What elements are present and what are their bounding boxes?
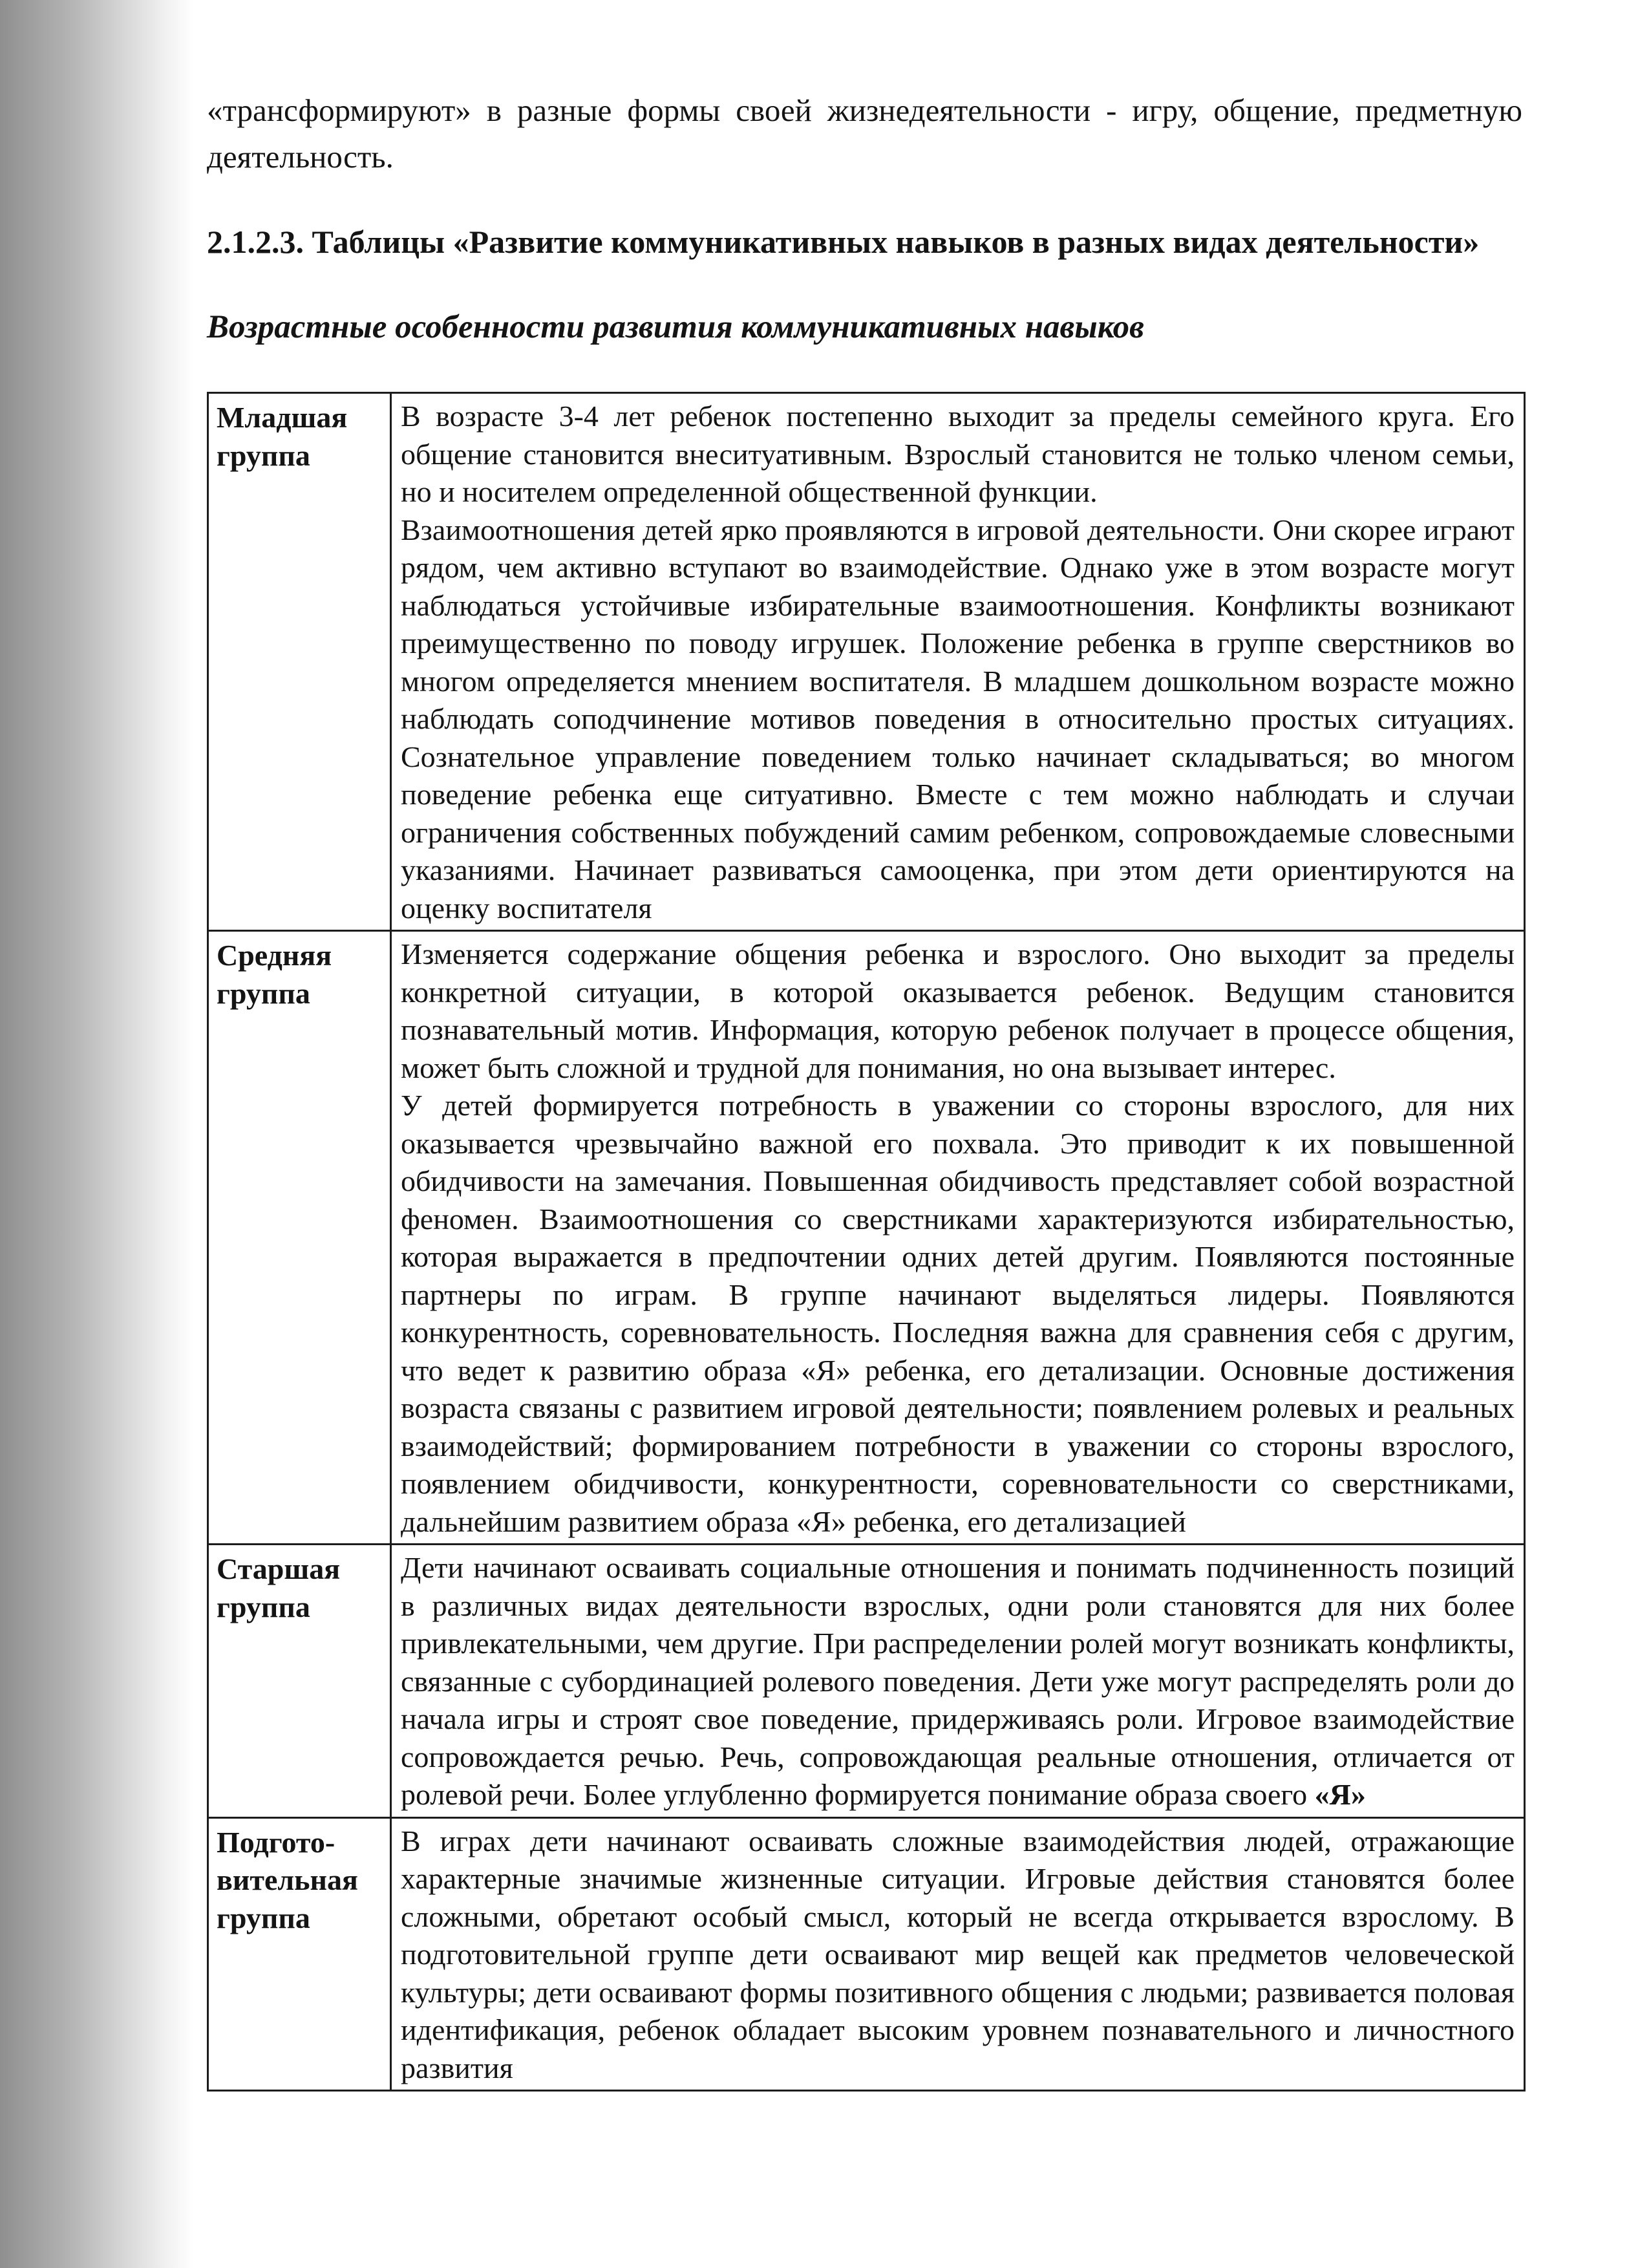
description-paragraph: Изменяется содержание общения ребенка и взрослого. Оно выходит за пределы конкретной ситуации, в которой оказывается ребенок. Ведущим становится познавательный мотив. Информация, которую ребенок получает в процессе общения, может быть сложной и трудной для понимания, но она вызывает интерес. xyxy=(401,937,1515,1084)
table-row xyxy=(208,1545,1525,1818)
age-features-table xyxy=(207,392,1526,2091)
description-text: Дети начинают осваивать социальные отношения и понимать подчиненность позиций в различных видах деятельности взрослых, одни роли становятся для них более привлекательными, чем другие. При распределении ролей могут возникать конфликты, связанные с субординацией ролевого поведения. Дети уже могут распределять роли до начала игры и строят свое поведение, придерживаясь роли. Игровое взаимодействие сопровождается речью. Речь, сопровождающая реальные отношения, отличается от ролевой речи. Более углубленно формируется понимание образа своего xyxy=(401,1551,1515,1811)
description-cell xyxy=(391,1817,1525,2091)
table-row xyxy=(208,1817,1525,2091)
description-paragraph: В возрасте 3-4 лет ребенок постепенно выходит за пределы семейного круга. Его общение становится внеситуативным. Взрослый становится не только членом семьи, но и носителем определенной общественной функции. xyxy=(401,400,1515,508)
description-paragraph xyxy=(401,1549,1515,1814)
description-cell xyxy=(391,393,1525,931)
self-image-term: «Я» xyxy=(1314,1778,1366,1811)
section-subheading: Возрастные особенности развития коммуникативных навыков xyxy=(207,309,1144,345)
group-name-cell: Подгото-вительная группа xyxy=(208,1817,391,2091)
group-name-cell: Средняя группа xyxy=(208,931,391,1545)
table-row xyxy=(208,931,1525,1545)
section-heading: 2.1.2.3. Таблицы «Развитие коммуникативных навыков в разных видах деятельности» xyxy=(207,224,1480,260)
table-row xyxy=(208,393,1525,931)
description-cell xyxy=(391,1545,1525,1818)
intro-paragraph: «трансформируют» в разные формы своей жизнедеятельности - игру, общение, предметную деятельность. xyxy=(207,92,1522,175)
description-paragraph: У детей формируется потребность в уважении со стороны взрослого, для них оказывается чрезвычайно важной его похвала. Это приводит к их повышенной обидчивости на замечания. Повышенная обидчивость представляет собой возрастной феномен. Взаимоотношения со сверстниками характеризуются избирательностью, которая выражается в предпочтении одних детей другим. Появляются постоянные партнеры по играм. В группе начинают выделяться лидеры. Появляются конкурентность, соревновательность. Последняя важна для сравнения себя с другим, что ведет к развитию образа «Я» ребенка, его детализации. Основные достижения возраста связаны с развитием игровой деятельности; появлением ролевых и реальных взаимодействий; формированием потребности в уважении со стороны взрослого, появлением обидчивости, конкурентности, соревновательности со сверстниками, дальнейшим развитием образа «Я» ребенка, его детализацией xyxy=(401,1089,1515,1538)
description-paragraph: В играх дети начинают осваивать сложные взаимодействия людей, отражающие характерные значимые жизненные ситуации. Игровые действия становятся более сложными, обретают особый смысл, который не всегда открывается взрослому. В подготовительной группе дети осваивают мир вещей как предметов человеческой культуры; дети осваивают формы позитивного общения с людьми; развивается половая идентификация, ребенок обладает высоким уровнем познавательного и личностного развития xyxy=(401,1824,1515,2084)
group-name-cell: Младшая группа xyxy=(208,393,391,931)
group-name-cell: Старшая группа xyxy=(208,1545,391,1818)
description-cell xyxy=(391,931,1525,1545)
description-paragraph: Взаимоотношения детей ярко проявляются в игровой деятельности. Они скорее играют рядом, чем активно вступают во взаимодействие. Однако уже в этом возрасте могут наблюдаться устойчивые избирательные взаимоотношения. Конфликты возникают преимущественно по поводу игрушек. Положение ребенка в группе сверстников во многом определяется мнением воспитателя. В младшем дошкольном возрасте можно наблюдать соподчинение мотивов поведения в относительно простых ситуациях. Сознательное управление поведением только начинает складываться; во многом поведение ребенка еще ситуативно. Вместе с тем можно наблюдать и случаи ограничения собственных побуждений самим ребенком, сопровождаемые словесными указаниями. Начинает развиваться самооценка, при этом дети ориентируются на оценку воспитателя xyxy=(401,513,1515,925)
